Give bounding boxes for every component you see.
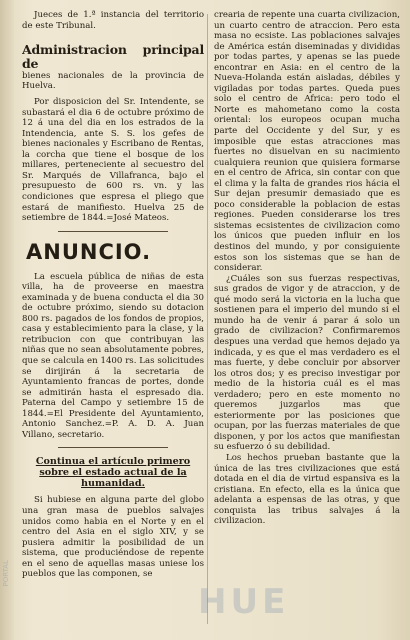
page-edge xyxy=(0,0,14,640)
admin-section-body: Por disposicion del Sr. Intendente, se subastará el dia 6 de octubre próximo de 12 á una del dia en los estrados de la Intendencia, ante S. S. los gefes de bienes nacionales y Escribano de Rentas, la corcha que tiene el bosque de los millares, perteneciente al secuestro del Sr. Marqués de Villafranca, bajo el presupuesto de 600 rs. vn. y las condiciones que espresa el pliego que estará de manifiesto. Huelva 25 de setiembre de 1844.=José Mateos. xyxy=(22,97,204,224)
tribunal-header: Jueces de 1.ª instancia del territorio de este Tribunal. xyxy=(22,10,204,31)
section-divider xyxy=(58,231,168,232)
admin-section-title: Administracion principal de xyxy=(22,42,204,72)
anuncio-body: La escuela pública de niñas de esta villa, ha de proveerse en maestra examinada y de buena conducta el dia 30 de octubre próximo, siendo su dotacion 800 rs. pagados de los fondos de propios, casa y establecimiento para la clase, y la retribucion con que contribuyan las niñas que no sean absolutamente pobres, que se calcula en 1400 rs. Las solicitudes se dirijirán á la secretaria de Ayuntamiento francas de portes, donde se admitirán hasta el espresado dia. Paterna del Campo y setiembre 15 de 1844.=El Presidente del Ayuntamiento, Antonio Sanchez.=P. A. D. A. Juan Villano, secretario. xyxy=(22,271,204,440)
column-divider xyxy=(207,14,208,624)
watermark-side-text: PORTAL xyxy=(2,560,10,587)
anuncio-title: ANUNCIO. xyxy=(26,239,152,264)
left-column xyxy=(22,10,204,632)
right-column xyxy=(214,10,400,632)
section-divider-2 xyxy=(58,447,168,448)
article-paragraph-1: crearia de repente una cuarta civilizacion, un cuarto centro de atraccion. Pero esta masa no ecsiste. Las poblaciones salvajes de América están diseminadas y divididas por todas partes, y apenas se las puede encontrar en Asia: en el centro de la Nueva-Holanda están aisladas, débiles y vigiladas por todas partes. Queda pues solo el centro de Africa: pero todo el Norte es mahometano como la costa oriental: los europeos ocupan mucha parte del Occidente y del Sur, y es imposible que estas atracciones mas fuertes no disuelvan en su nacimiento cualquiera reunion que quisiera formarse en el centro de Africa, sin contar con que el clima y la falta de grandes rios hácia el Sur dejan presumir demasiado que es poco considerable la poblacion de estas regiones. Pueden considerarse los tres sistemas ecsistentes de civilizacion como los únicos que pueden influir en los destinos del mundo, y por consiguiente estos son los sistemas que se han de considerar. xyxy=(214,10,400,274)
watermark-logo: HUE xyxy=(198,582,290,622)
article-paragraph-2: ¿Cuáles son sus fuerzas respectivas, sus grados de vigor y de atraccion, y de qué modo será la victoria en la lucha que sostienen para el imperio del mundo si el mundo ha de venir á parar á solo un grado de civilizacion? Confirmaremos despues una verdad que hemos dejado ya indicada, y es que el mas verdadero es el mas fuerte, y debe concluir por absorver los otros dos; y es preciso investigar por medio de la historia cuál es el mas verdadero; pero en este momento no queremos juzgarlos mas que esteriormente por las posiciones que ocupan, por las fuerzas materiales de que disponen, y por los actos que manifiestan su esfuerzo ó su debilidad. xyxy=(214,273,400,453)
article-paragraph-3: Los hechos prueban bastante que la única de las tres civilizaciones que está dotada en el dia de virtud espansiva es la cristiana. En efecto, ella es la única que adelanta a espensas de las otras, y que conquista las tribus salvajes á la civilizacion. xyxy=(214,452,400,527)
admin-section-subtitle: bienes nacionales de la provincia de Huelva. xyxy=(22,71,204,92)
article-title: Continua el artículo primero sobre el estado actual de la humanidad. xyxy=(35,456,191,490)
article-body-start: Si hubiese en alguna parte del globo una gran masa de pueblos salvajes unidos como habia en el Norte y en el centro del Asia en el siglo XIV, y se pusiera admitir la posibilidad de un sistema, que produciéndose de repente en el seno de aquellas masas uniese los pueblos que las componen, se xyxy=(22,495,204,580)
